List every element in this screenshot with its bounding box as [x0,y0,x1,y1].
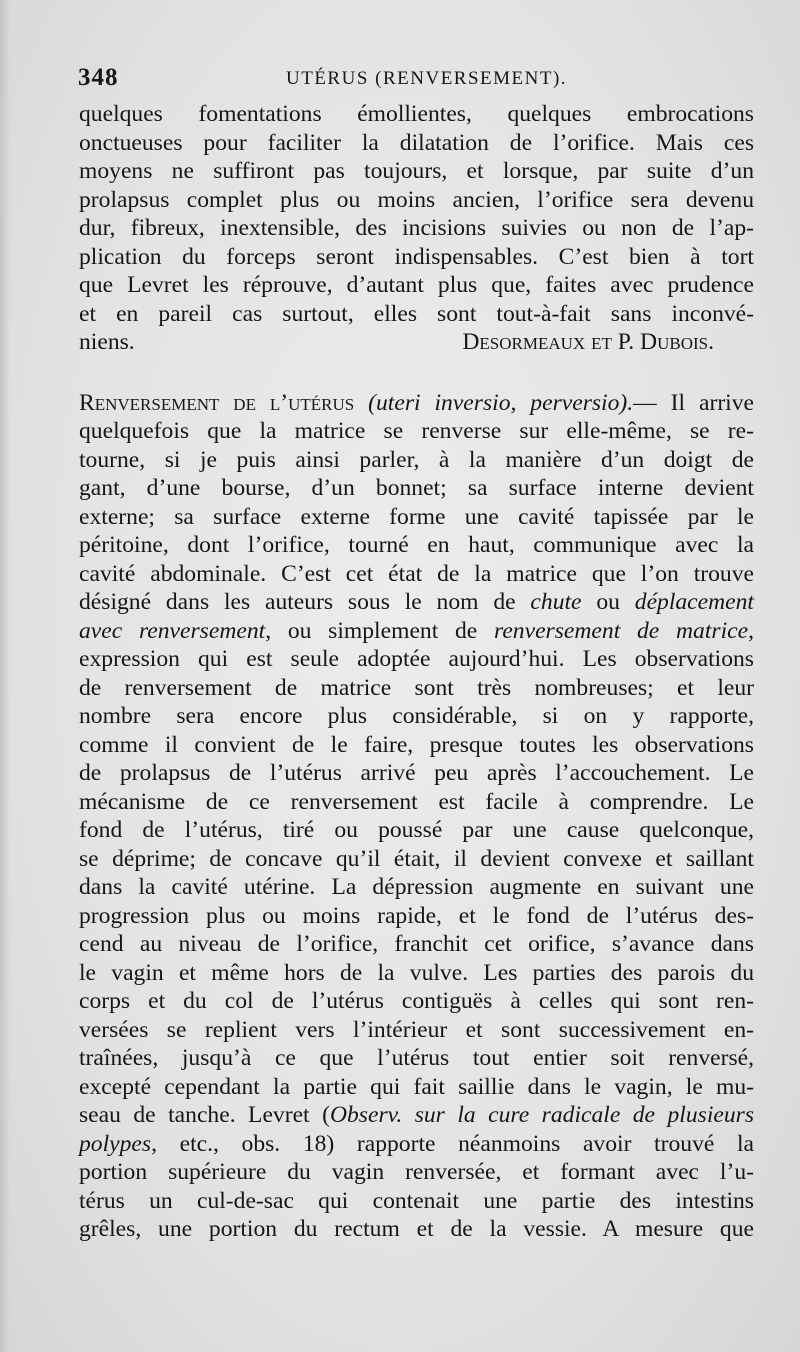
text-line: progression plus ou moins rapide, et le fond de l’utérus des- [79,902,754,929]
text-segment: , ou simplement de [265,617,478,644]
text-line: tourne, si je puis ainsi parler, à la manière d’un doigt de [79,446,754,473]
text-line: que Levret les réprouve, d’autant plus que, faites avec prudence [79,272,754,298]
text-line: de prolapsus de l’utérus arrivé peu après l’accouchement. Le [79,760,754,786]
text-line: excepté cependant la partie qui fait saillie dans le vagin, le mu- [79,1073,754,1100]
body-text [79,100,754,1244]
paragraph-last-word: niens. [79,329,135,355]
section-heading-line [79,389,754,418]
text-line [79,1130,754,1159]
text-line: se déprime; de concave qu’il était, il devient convexe et saillant [79,845,754,872]
text-line: péritoine, dont l’orifice, tourné en haut, communique avec la [79,532,754,558]
text-line: gant, d’une bourse, d’un bonnet; sa surface interne devient [79,475,754,501]
text-line: versées se replient vers l’intérieur et sont successivement en- [79,1016,754,1043]
text-line: externe; sa surface externe forme une cavité tapissée par le [79,503,754,530]
text-line: prolapsus complet plus ou moins ancien, l’orifice sera devenu [79,186,754,213]
text-line: quelques fomentations émollientes, quelques embrocations [79,101,754,127]
italic-citation: polypes [79,1130,152,1157]
text-line: corps et du col de l’utérus contiguës à celles qui sont ren- [79,988,754,1014]
text-line [79,617,754,646]
text-line: portion supérieure du vagin renversée, et formant avec l’u- [79,1159,754,1185]
text-line [79,1101,754,1130]
text-line: expression qui est seule adoptée aujourd’hui. Les observations [79,646,754,672]
italic-citation: Observ. sur la cure radicale de plusieurs [329,1102,755,1128]
text-line: cend au niveau de l’orifice, franchit cet orifice, s’avance dans [79,931,754,957]
text-line: plication du forceps seront indispensables. C’est bien à tort [79,243,754,270]
text-line: dans la cavité utérine. La dépression augmente en suivant une [79,874,754,900]
text-line: le vagin et même hors de la vulve. Les parties des parois du [79,959,754,986]
section-heading-rest: — Il arrive [633,389,755,416]
text-segment: , [748,617,754,644]
text-line: moyens ne suffiront pas toujours, et lorsque, par suite d’un [79,158,754,184]
text-line: cavité abdominale. C’est cet état de la matrice que l’on trouve [79,560,754,587]
text-line: grêles, une portion du rectum et de la vessie. A mesure que [79,1216,754,1242]
page-header [78,64,758,98]
text-segment: désigné dans les auteurs sous le nom de [79,589,516,615]
text-line: térus un cul-de-sac qui contenait une partie des intestins [79,1187,754,1214]
text-line: onctueuses pour faciliter la dilatation de l’orifice. Mais ces [79,129,754,156]
paragraph-continuation [79,100,754,328]
latin-term: (uteri inversio, perversio). [368,389,634,416]
section-spacer [79,357,754,389]
page-number: 348 [78,64,119,91]
text-line: dur, fibreux, inextensible, des incisions suivies ou non de l’ap- [79,215,754,241]
paragraph-last-line [79,328,754,357]
text-segment: , etc., obs. 18) rapporte néanmoins avoir trouvé la [151,1130,754,1157]
italic-term: avec renversement [79,617,266,644]
italic-term: déplacement [634,589,754,615]
text-line: fond de l’utérus, tiré ou poussé par une cause quelconque, [79,817,754,843]
text-segment: ou [596,589,620,615]
section-renversement [79,389,754,1244]
text-segment: seau de tanche. Levret ( [79,1102,330,1128]
text-line: de renversement de matrice sont très nombreuses; et leur [79,674,754,701]
text-line: comme il convient de le faire, presque toutes les observations [79,731,754,758]
section-title: Renversement de l’utérus [79,389,355,416]
page-edge-shadow [0,0,10,1352]
text-line: mécanisme de ce renversement est facile à comprendre. Le [79,788,754,815]
author-signature: Desormeaux et P. Dubois. [462,329,714,355]
italic-term: chute [530,589,582,615]
running-head: UTÉRUS (RENVERSEMENT). [286,68,568,89]
text-line: nombre sera encore plus considérable, si on y rapporte, [79,703,754,729]
italic-term: renversement de matrice [494,617,749,644]
text-line [79,588,754,617]
text-line: traînées, jusqu’à ce que l’utérus tout entier soit renversé, [79,1045,754,1071]
text-line: et en pareil cas surtout, elles sont tout-à-fait sans inconvé- [79,300,754,327]
text-line: quelquefois que la matrice se renverse sur elle-même, se re- [79,418,754,444]
